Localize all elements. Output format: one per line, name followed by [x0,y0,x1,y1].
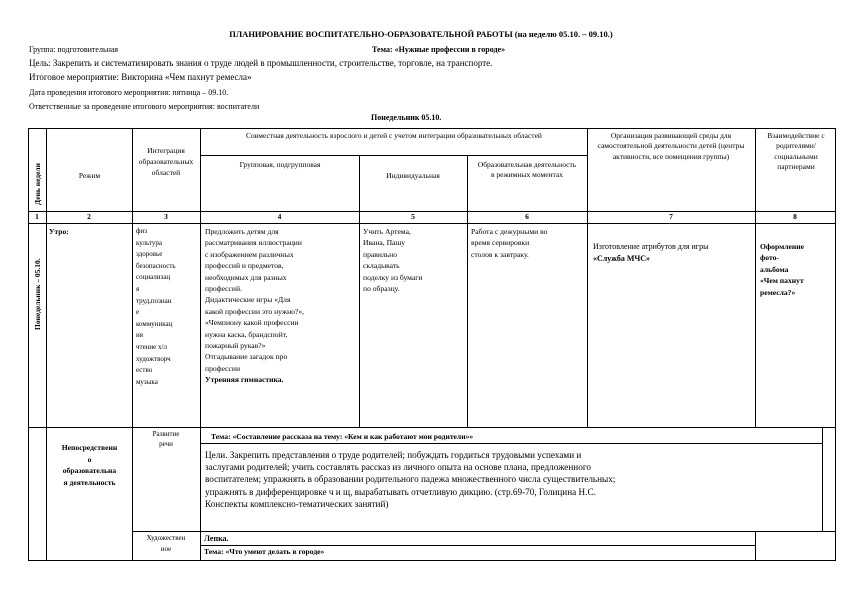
individual-work: Учить Артема, Ивана, Пашу правильно складывать поделку из бумаги по образцу. [363,227,423,294]
final-date-line: Дата проведения итогового мероприятия: пятница – 09.10. [29,88,229,97]
nod-label: Непосредственн о образовательна я деятельность [61,443,118,487]
joint-activity-header: Совместная деятельность взрослого и детей с учетом интеграции образовательных областей [246,131,542,140]
col-number-2: 2 [87,212,91,221]
col-number-1: 1 [35,212,39,221]
parents-header: Взаимодействие с родителями/ социальными партнерами [767,131,825,171]
day-label: Понедельник – 05.10. [33,258,42,330]
individual-subheader: Индивидуальная [386,171,440,180]
group-subheader: Групповая, подгрупповая [239,160,321,169]
day-heading: Понедельник 05.10. [371,113,442,122]
speech-development: Развитие речи [152,430,180,448]
page-title: ПЛАНИРОВАНИЕ ВОСПИТАТЕЛЬНО-ОБРАЗОВАТЕЛЬНОЙ РАБОТЫ (на неделю 05.10. – 09.10.) [229,29,613,39]
goal-line: Цель: Закрепить и систематизировать знания о труде людей в промышленности, строительстве, торговле, на транспорте. [29,58,493,68]
regime-moments: Работа с дежурными во время сервировки столов к завтраку. [471,227,548,259]
environment-header: Организация развивающей среды для самостоятельной деятельности детей (центры активности, все помещения группы) [597,131,745,161]
lesson-goals: Цели. Закрепить представления о труде родителей; побуждать гордиться трудовыми успехами и заслугами родителей; учить составлять рассказ из личного опыта на основе плана, предложенного воспитателем; упражнять в образовании родительного падежа множественного числа существительных; упражнять в дифференцировке ч и щ, вырабатывать отчетливую дикцию. (стр.69-70, Голицина Н.С. Конспекты комплексно-тематических занятий) [205,450,616,509]
responsible-line: Ответственные за проведение итогового мероприятия: воспитатели [29,102,260,111]
lesson-topic: Тема: «Составление рассказа на тему: «Кем и как работают мои родители»» [211,432,474,441]
modeling-topic: Тема: «Что умеют делать в городе» [204,547,325,556]
regime-morning: Утро: [49,227,69,236]
col-number-8: 8 [793,212,797,221]
col-number-3: 3 [164,212,168,221]
environment-activity: Изготовление атрибутов для игры «Служба МЧС» [593,242,709,263]
modeling-label: Лепка. [204,534,229,543]
group-line: Группа: подготовительная [29,45,119,54]
theme-line: Тема: «Нужные профессии в городе» [372,45,506,54]
moments-subheader: Образовательная деятельность в режимных моментах [477,160,577,180]
col-number-7: 7 [669,212,673,221]
artistic-label: Художествен ное [146,534,186,553]
integration-header: Интеграция образовательных областей [138,146,194,177]
day-header: День недели [33,163,42,205]
parents-activity: Оформление фото- альбома «Чем пахнут ремесла?» [760,242,804,297]
col-number-5: 5 [411,212,415,221]
final-event-line: Итоговое мероприятие: Викторина «Чем пахнут ремесла» [29,72,252,82]
regime-header: Режим [78,171,101,180]
col-number-4: 4 [277,212,282,221]
integration-list: физ культура здоровье безопасность социализац я труд,познан е коммуникац ия чтение х/л художтворч ество музыка [136,227,176,386]
group-activities: Предложить детям для рассматривания иллюстрации с изображением различных профессий и предметов, необходимых для разных профессий. Дидактические игры «Для какой профессии это нужно?», «Чемпиону какой профессии нужна каска, брандспойт, пожарный рукав?» Отгадывание загадок про профессии Утренняя гимнастика. [205,227,305,385]
col-number-6: 6 [525,212,529,221]
